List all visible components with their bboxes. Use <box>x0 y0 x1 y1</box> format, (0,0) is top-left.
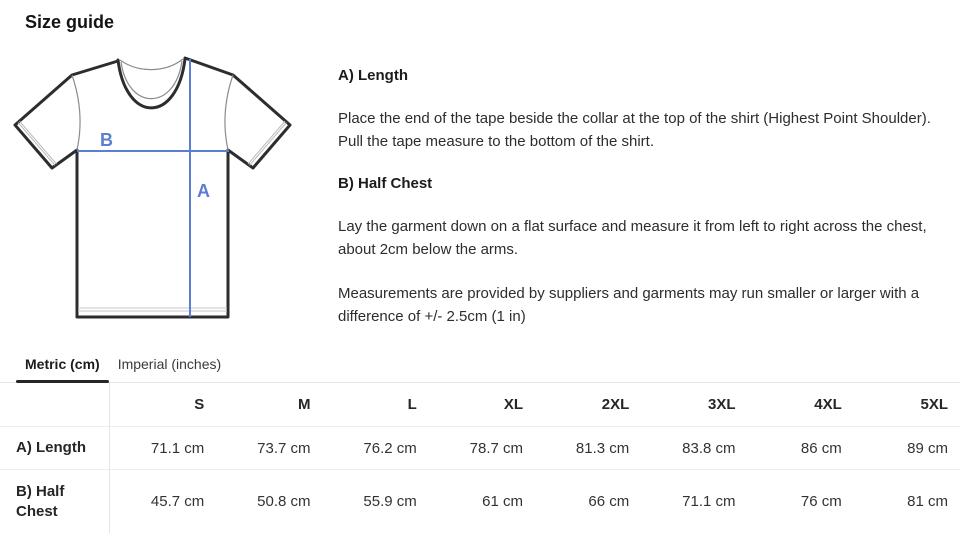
tab-metric-cm[interactable]: Metric (cm) <box>16 345 109 382</box>
table-cell: 86 cm <box>748 427 854 470</box>
table-cell: 76 cm <box>800 493 842 510</box>
column-header-3xl: 3XL <box>641 383 747 427</box>
half-chest-description: Lay the garment down on a flat surface and measure it from left to right across the chest, about 2cm below the arms. <box>338 218 927 258</box>
column-header-m: M <box>216 383 322 427</box>
tolerance-note: Measurements are provided by suppliers and garments may run smaller or larger with a difference of +/- 2.5cm (1 in) <box>338 285 920 325</box>
units-tabbar <box>0 345 960 383</box>
table-cell: 50.8 cm <box>257 493 311 510</box>
table-cell: 66 cm <box>588 493 630 510</box>
table-cell: 71.1 cm <box>110 427 216 470</box>
tshirt-measurement-diagram <box>8 45 298 330</box>
length-line-label: A <box>197 181 210 201</box>
column-header-4xl: 4XL <box>748 383 854 427</box>
table-cell: 73.7 cm <box>216 427 322 470</box>
tshirt-icon <box>8 45 298 330</box>
table-cell: 83.8 cm <box>641 427 747 470</box>
size-chart-table <box>0 383 960 533</box>
column-header-2xl: 2XL <box>535 383 641 427</box>
row-label-half-chest: B) Half Chest <box>0 470 110 533</box>
chest-line-label: B <box>100 130 113 150</box>
tab-imperial-inches[interactable]: Imperial (inches) <box>117 355 222 372</box>
page-title: Size guide <box>25 12 115 32</box>
table-cell: 71.1 cm <box>682 493 736 510</box>
length-heading: A) Length <box>338 67 408 84</box>
table-cell: 55.9 cm <box>363 493 417 510</box>
table-cell: 89 cm <box>854 427 960 470</box>
column-header-l: L <box>323 383 429 427</box>
table-cell: 61 cm <box>482 493 523 510</box>
column-header-s: S <box>110 383 216 427</box>
table-cell: 78.7 cm <box>429 427 535 470</box>
table-cell: 76.2 cm <box>323 427 429 470</box>
measurement-instructions <box>338 66 944 349</box>
row-label-length: A) Length <box>0 427 110 470</box>
length-description: Place the end of the tape beside the collar at the top of the shirt (Highest Point Shoulder). Pull the tape measure to the bottom of the shirt. <box>338 110 931 150</box>
table-cell: 81 cm <box>907 493 948 510</box>
half-chest-heading: B) Half Chest <box>338 175 433 192</box>
column-header-xl: XL <box>429 383 535 427</box>
table-cell: 81.3 cm <box>535 427 641 470</box>
table-corner-cell <box>0 383 110 427</box>
column-header-5xl: 5XL <box>854 383 960 427</box>
table-cell: 45.7 cm <box>150 493 205 510</box>
